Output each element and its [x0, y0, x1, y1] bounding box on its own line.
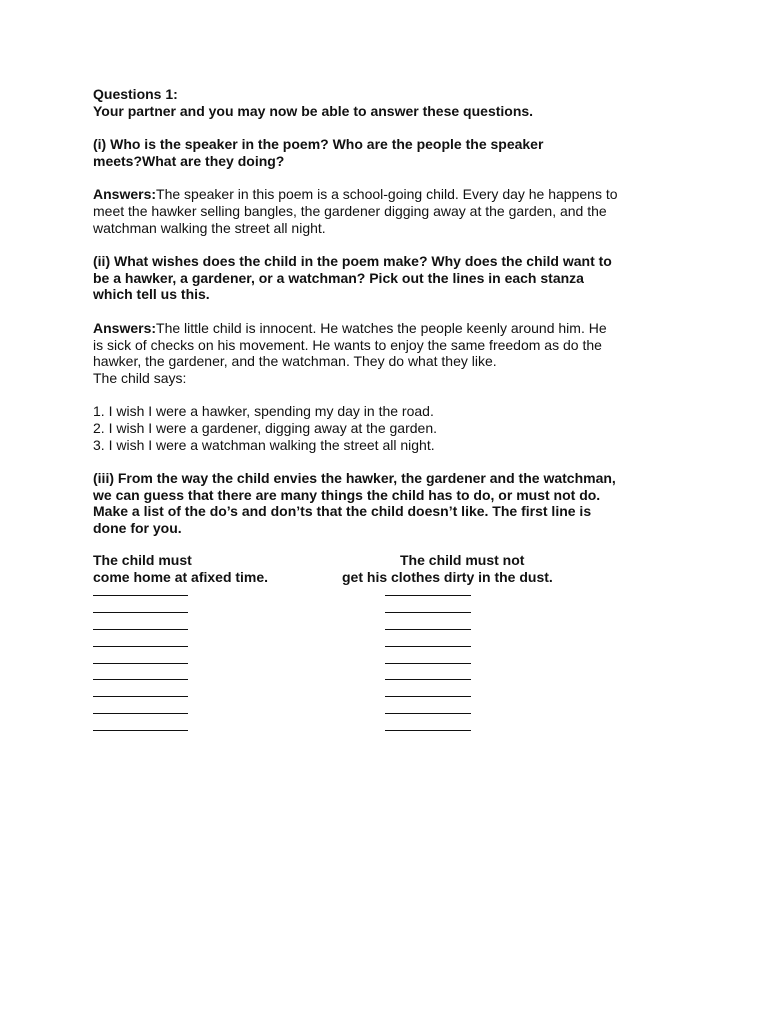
worksheet-page — [93, 86, 693, 741]
must-not-column-header: The child must not — [400, 552, 525, 569]
table-example-row — [93, 569, 693, 586]
answer-1-label: Answers: — [93, 186, 157, 203]
must-answer-blank[interactable] — [93, 629, 188, 630]
must-not-answer-blank[interactable] — [385, 696, 471, 697]
answer-2-label: Answers: — [93, 319, 157, 336]
must-not-answer-blank[interactable] — [385, 663, 471, 664]
must-not-answer-blank[interactable] — [385, 612, 471, 613]
question-3-line: we can guess that there are many things the child has to do, or must not do. — [93, 486, 601, 503]
table-header-row — [93, 552, 693, 569]
must-not-answer-blank[interactable] — [385, 646, 471, 647]
must-not-answer-blank[interactable] — [385, 679, 471, 680]
must-example: come home at afixed time. — [93, 569, 269, 586]
must-answer-blank[interactable] — [93, 696, 188, 697]
must-not-answer-blank[interactable] — [385, 730, 471, 731]
question-2-line: (ii) What wishes does the child in the poem make? Why does the child want to — [93, 253, 612, 270]
wish-list-item: 1. I wish I were a hawker, spending my day in the road. — [93, 403, 434, 420]
must-column-header: The child must — [93, 552, 192, 569]
answer-1-line — [93, 186, 693, 203]
must-answer-blank[interactable] — [93, 612, 188, 613]
question-3-line: done for you. — [93, 519, 182, 536]
answer-1-line: meet the hawker selling bangles, the gardener digging away at the garden, and the — [93, 202, 607, 219]
must-not-answer-blank[interactable] — [385, 713, 471, 714]
wish-list-item: 2. I wish I were a gardener, digging away at the garden. — [93, 419, 437, 436]
answer-1-text: The speaker in this poem is a school-going child. Every day he happens to — [156, 186, 618, 203]
wish-list-item: 3. I wish I were a watchman walking the street all night. — [93, 436, 435, 453]
question-1-line: (i) Who is the speaker in the poem? Who are the people the speaker — [93, 136, 544, 153]
questions-title: Questions 1: — [93, 86, 178, 102]
answer-2-line: hawker, the gardener, and the watchman. They do what they like. — [93, 353, 497, 370]
question-1-line: meets?What are they doing? — [93, 152, 285, 169]
question-3-line: (iii) From the way the child envies the hawker, the gardener and the watchman, — [93, 470, 616, 487]
questions-intro: Your partner and you may now be able to answer these questions. — [93, 102, 534, 119]
answer-1-line: watchman walking the street all night. — [93, 219, 326, 236]
answer-2-line — [93, 320, 693, 337]
question-3-line: Make a list of the do’s and don’ts that the child doesn’t like. The first line is — [93, 503, 592, 520]
must-not-example: get his clothes dirty in the dust. — [342, 569, 553, 586]
must-answer-blank[interactable] — [93, 679, 188, 680]
must-answer-blank[interactable] — [93, 713, 188, 714]
must-answer-blank[interactable] — [93, 646, 188, 647]
must-not-answer-blank[interactable] — [385, 629, 471, 630]
question-2-line: be a hawker, a gardener, or a watchman? Pick out the lines in each stanza — [93, 269, 584, 286]
answer-blanks — [93, 591, 693, 741]
answer-2-line: is sick of checks on his movement. He wants to enjoy the same freedom as do the — [93, 336, 602, 353]
must-not-answer-blank[interactable] — [385, 595, 471, 596]
answer-2-line: The child says: — [93, 369, 187, 386]
must-answer-blank[interactable] — [93, 663, 188, 664]
must-answer-blank[interactable] — [93, 730, 188, 731]
question-2-line: which tell us this. — [93, 286, 210, 303]
answer-2-text: The little child is innocent. He watches the people keenly around him. He — [156, 319, 607, 336]
must-answer-blank[interactable] — [93, 595, 188, 596]
